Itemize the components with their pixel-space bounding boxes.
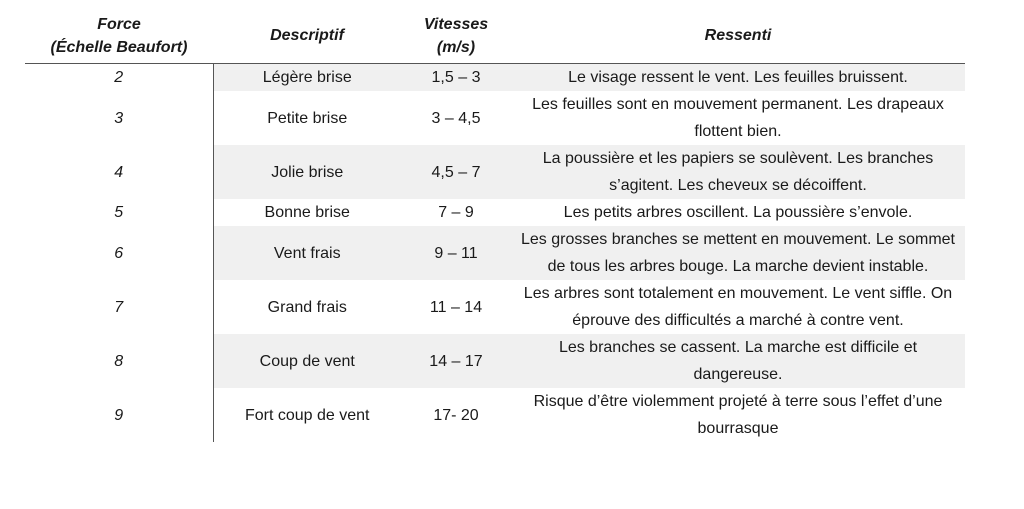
cell-descriptif: Vent frais: [213, 226, 401, 280]
cell-vitesses: 7 – 9: [438, 204, 474, 221]
table-row: [25, 388, 965, 442]
cell-descriptif: Bonne brise: [264, 204, 350, 221]
beaufort-table-container: [25, 8, 965, 442]
table-row: [25, 280, 965, 334]
cell-ressenti: Le visage ressent le vent. Les feuilles bruissent.: [511, 64, 965, 92]
cell-descriptif: Coup de vent: [213, 334, 401, 388]
beaufort-table: [25, 8, 965, 442]
cell-vitesses: 14 – 17: [401, 334, 511, 388]
cell-ressenti: Les petits arbres oscillent. La poussière s’envole.: [563, 204, 913, 221]
header-vitesses: [401, 8, 511, 64]
cell-force: 7: [25, 280, 213, 334]
cell-ressenti: La poussière et les papiers se soulèvent. Les branches s’agitent. Les cheveux se décoiffent.: [511, 145, 965, 199]
cell-force: 6: [25, 226, 213, 280]
cell-vitesses: 3 – 4,5: [431, 109, 481, 127]
table-row: [25, 64, 965, 92]
cell-force: 8: [25, 334, 213, 388]
cell-force: 3: [25, 91, 213, 145]
header-force-title: Force: [97, 15, 141, 33]
cell-ressenti: Les grosses branches se mettent en mouvement. Le sommet de tous les arbres bouge. La marche devient instable.: [511, 226, 965, 280]
cell-force: 5: [25, 199, 213, 226]
cell-force: 9: [25, 388, 213, 442]
cell-vitesses: 9 – 11: [401, 226, 511, 280]
table-row: [25, 145, 965, 199]
cell-ressenti: Les feuilles sont en mouvement permanent. Les drapeaux flottent bien.: [532, 96, 944, 140]
cell-vitesses: 17- 20: [433, 406, 479, 424]
cell-force: 2: [25, 64, 213, 92]
cell-descriptif: Légère brise: [213, 64, 401, 92]
header-vitesses-unit: (m/s): [436, 38, 476, 56]
header-force: [25, 8, 213, 64]
cell-descriptif: Petite brise: [267, 109, 348, 127]
cell-vitesses: 11 – 14: [429, 298, 483, 316]
table-row: [25, 334, 965, 388]
header-vitesses-title: Vitesses: [423, 15, 489, 33]
cell-ressenti: Les branches se cassent. La marche est difficile et dangereuse.: [511, 334, 965, 388]
cell-descriptif: Fort coup de vent: [244, 406, 370, 424]
header-descriptif: Descriptif: [213, 8, 401, 64]
table-header-row: [25, 8, 965, 64]
table-row: [25, 91, 965, 145]
cell-force: 4: [25, 145, 213, 199]
table-row: [25, 199, 965, 226]
header-ressenti: Ressenti: [511, 8, 965, 64]
cell-descriptif: Grand frais: [267, 298, 347, 316]
cell-descriptif: Jolie brise: [213, 145, 401, 199]
cell-ressenti: Les arbres sont totalement en mouvement. Le vent siffle. On éprouve des difficultés a marché à contre vent.: [523, 285, 953, 329]
cell-vitesses: 4,5 – 7: [401, 145, 511, 199]
cell-ressenti: Risque d’être violemment projeté à terre sous l’effet d’une bourrasque: [533, 393, 943, 437]
table-row: [25, 226, 965, 280]
cell-vitesses: 1,5 – 3: [401, 64, 511, 92]
header-force-subtitle: (Échelle Beaufort): [50, 38, 188, 56]
